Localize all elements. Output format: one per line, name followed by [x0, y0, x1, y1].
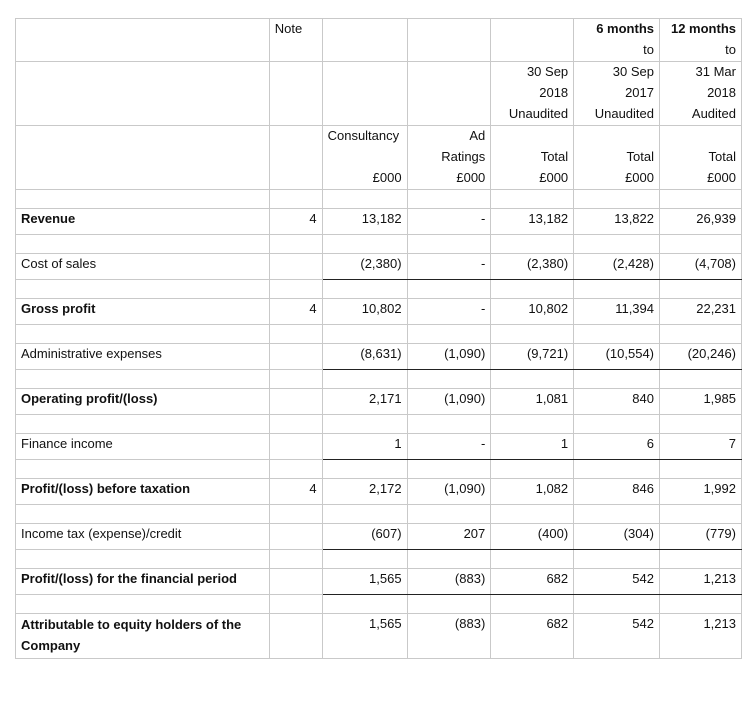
- spacer-cell: [16, 370, 270, 389]
- row-prior: 542: [574, 569, 660, 595]
- row-total: (2,380): [491, 254, 574, 280]
- row-consultancy: (8,631): [322, 344, 407, 370]
- row-total: 682: [491, 569, 574, 595]
- prior-date-line2: 2017: [625, 85, 654, 100]
- current-date-line1: 30 Sep: [526, 64, 569, 79]
- row-consultancy: 10,802: [322, 299, 407, 325]
- spacer-cell: [269, 235, 322, 254]
- row-consultancy: 2,172: [322, 479, 407, 505]
- row-total: 13,182: [491, 209, 574, 235]
- spacer-cell: [491, 595, 574, 614]
- year-date-header: [660, 62, 742, 126]
- spacer-cell: [574, 595, 660, 614]
- row-note: [269, 344, 322, 370]
- spacer-cell: [16, 190, 270, 209]
- spacer-cell: [16, 235, 270, 254]
- spacer-cell: [16, 505, 270, 524]
- row-total: (400): [491, 524, 574, 550]
- row-note: [269, 569, 322, 595]
- spacer-cell: [491, 190, 574, 209]
- row-note: 4: [269, 479, 322, 505]
- spacer-cell: [574, 235, 660, 254]
- row-label: Cost of sales: [16, 254, 270, 280]
- spacer-cell: [491, 550, 574, 569]
- table-row-profit-for-period: [16, 569, 742, 595]
- current-period-date-header: [491, 62, 574, 126]
- spacer-cell: [660, 460, 742, 479]
- table-row-finance-income: [16, 434, 742, 460]
- row-note: 4: [269, 299, 322, 325]
- spacer-cell: [491, 505, 574, 524]
- spacer-cell: [491, 415, 574, 434]
- ad-ratings-label2: Ratings: [441, 149, 486, 164]
- row-year: 7: [660, 434, 742, 460]
- spacer-row: [16, 505, 742, 524]
- spacer-cell: [322, 190, 407, 209]
- spacer-cell: [16, 280, 270, 299]
- row-prior: (10,554): [574, 344, 660, 370]
- prior-date-line1: 30 Sep: [612, 64, 654, 79]
- row-total: 10,802: [491, 299, 574, 325]
- spacer-cell: [660, 325, 742, 344]
- spacer-cell: [407, 370, 491, 389]
- row-note: [269, 389, 322, 415]
- spacer: [665, 126, 736, 147]
- spacer-cell: [322, 370, 407, 389]
- period-12-months-label: 12 months: [670, 21, 736, 36]
- spacer-cell: [16, 325, 270, 344]
- row-consultancy: (2,380): [322, 254, 407, 280]
- row-label-line1: Attributable to equity holders of the: [21, 617, 242, 632]
- row-label: Operating profit/(loss): [16, 389, 270, 415]
- row-ad-ratings: (883): [407, 569, 491, 595]
- spacer-row: [16, 190, 742, 209]
- total-year-label: Total: [708, 149, 736, 164]
- spacer-cell: [407, 280, 491, 299]
- current-status: Unaudited: [508, 106, 569, 121]
- spacer-cell: [407, 325, 491, 344]
- spacer-cell: [322, 460, 407, 479]
- spacer-cell: [322, 415, 407, 434]
- spacer-cell: [574, 505, 660, 524]
- row-consultancy: 1,565: [322, 569, 407, 595]
- spacer-cell: [491, 325, 574, 344]
- total-prior-header: [574, 126, 660, 190]
- row-year: 1,985: [660, 389, 742, 415]
- spacer-cell: [574, 325, 660, 344]
- spacer-row: [16, 235, 742, 254]
- row-ad-ratings: 207: [407, 524, 491, 550]
- header-blank: [322, 19, 407, 62]
- year-date-line2: 2018: [707, 85, 736, 100]
- spacer-cell: [491, 235, 574, 254]
- prior-status: Unaudited: [594, 106, 654, 121]
- spacer-cell: [574, 460, 660, 479]
- row-year: (20,246): [660, 344, 742, 370]
- spacer-cell: [322, 325, 407, 344]
- spacer-cell: [269, 550, 322, 569]
- table-row-gross-profit: [16, 299, 742, 325]
- spacer-cell: [574, 190, 660, 209]
- row-note: [269, 614, 322, 659]
- row-label: Profit/(loss) for the financial period: [16, 569, 270, 595]
- row-year: (779): [660, 524, 742, 550]
- table-row-income-tax: [16, 524, 742, 550]
- spacer-cell: [269, 415, 322, 434]
- spacer: [328, 147, 402, 168]
- total-prior-unit: £000: [625, 170, 654, 185]
- spacer-cell: [322, 280, 407, 299]
- row-label: Finance income: [16, 434, 270, 460]
- row-ad-ratings: (883): [407, 614, 491, 659]
- ad-ratings-unit: £000: [456, 170, 486, 185]
- header-blank: [269, 126, 322, 190]
- header-label-cell: [16, 62, 270, 126]
- spacer-cell: [660, 505, 742, 524]
- header-label-cell: [16, 19, 270, 62]
- spacer-cell: [491, 460, 574, 479]
- header-blank: [491, 19, 574, 62]
- row-consultancy: 1: [322, 434, 407, 460]
- row-consultancy: 1,565: [322, 614, 407, 659]
- spacer-row: [16, 325, 742, 344]
- spacer-cell: [16, 415, 270, 434]
- spacer-cell: [574, 280, 660, 299]
- row-label: Gross profit: [16, 299, 270, 325]
- period-6-months-to: to: [643, 42, 654, 57]
- spacer-cell: [407, 190, 491, 209]
- table-row-administrative-expenses: [16, 344, 742, 370]
- table-row-operating-profit: [16, 389, 742, 415]
- row-label: Revenue: [16, 209, 270, 235]
- spacer: [496, 126, 568, 147]
- row-year: 22,231: [660, 299, 742, 325]
- spacer-row: [16, 595, 742, 614]
- row-total: 1,082: [491, 479, 574, 505]
- spacer-cell: [491, 280, 574, 299]
- spacer-cell: [660, 190, 742, 209]
- row-consultancy: 2,171: [322, 389, 407, 415]
- row-consultancy: (607): [322, 524, 407, 550]
- row-prior: (2,428): [574, 254, 660, 280]
- spacer-cell: [322, 595, 407, 614]
- table-row-attributable: [16, 614, 742, 659]
- spacer-cell: [407, 460, 491, 479]
- spacer-cell: [269, 280, 322, 299]
- total-current-unit: £000: [539, 170, 569, 185]
- spacer-cell: [269, 325, 322, 344]
- spacer-cell: [407, 505, 491, 524]
- period-12-months-to: to: [725, 42, 736, 57]
- row-prior: 13,822: [574, 209, 660, 235]
- spacer-cell: [407, 550, 491, 569]
- year-status: Audited: [691, 106, 736, 121]
- header-blank: [407, 62, 491, 126]
- row-total: 682: [491, 614, 574, 659]
- header-row-periods: [16, 19, 742, 62]
- row-ad-ratings: (1,090): [407, 389, 491, 415]
- period-12-months-header: [660, 19, 742, 62]
- row-total: (9,721): [491, 344, 574, 370]
- total-year-header: [660, 126, 742, 190]
- spacer-cell: [660, 370, 742, 389]
- row-year: 1,213: [660, 614, 742, 659]
- spacer-cell: [269, 505, 322, 524]
- spacer-cell: [574, 550, 660, 569]
- header-label-cell: [16, 126, 270, 190]
- row-label: Income tax (expense)/credit: [16, 524, 270, 550]
- header-row-segments: [16, 126, 742, 190]
- table-row-profit-before-tax: [16, 479, 742, 505]
- row-label: Profit/(loss) before taxation: [16, 479, 270, 505]
- row-ad-ratings: (1,090): [407, 344, 491, 370]
- row-label-multiline: [16, 614, 270, 659]
- row-label: Administrative expenses: [16, 344, 270, 370]
- header-blank: [407, 19, 491, 62]
- spacer-cell: [269, 370, 322, 389]
- row-prior: 840: [574, 389, 660, 415]
- spacer-cell: [16, 460, 270, 479]
- consultancy-header: [322, 126, 407, 190]
- row-year: 1,992: [660, 479, 742, 505]
- spacer-cell: [322, 550, 407, 569]
- table-row-cost-of-sales: [16, 254, 742, 280]
- spacer-cell: [407, 415, 491, 434]
- row-prior: 6: [574, 434, 660, 460]
- spacer-cell: [660, 595, 742, 614]
- header-row-dates: [16, 62, 742, 126]
- row-prior: 542: [574, 614, 660, 659]
- year-date-line1: 31 Mar: [695, 64, 736, 79]
- consultancy-unit: £000: [372, 170, 402, 185]
- spacer-cell: [269, 190, 322, 209]
- table-row-revenue: [16, 209, 742, 235]
- row-prior: (304): [574, 524, 660, 550]
- spacer-cell: [574, 370, 660, 389]
- ad-ratings-header: [407, 126, 491, 190]
- header-blank: [269, 62, 322, 126]
- row-total: 1: [491, 434, 574, 460]
- row-year: 1,213: [660, 569, 742, 595]
- consultancy-label: Consultancy: [327, 128, 400, 143]
- total-prior-label: Total: [626, 149, 654, 164]
- spacer-cell: [269, 460, 322, 479]
- period-6-months-label: 6 months: [596, 21, 654, 36]
- row-ad-ratings: -: [407, 434, 491, 460]
- row-label-line2: Company: [21, 638, 81, 653]
- row-note: [269, 434, 322, 460]
- row-ad-ratings: -: [407, 254, 491, 280]
- spacer-cell: [322, 235, 407, 254]
- row-prior: 11,394: [574, 299, 660, 325]
- spacer: [579, 126, 654, 147]
- spacer-cell: [660, 280, 742, 299]
- spacer-row: [16, 460, 742, 479]
- spacer-cell: [322, 505, 407, 524]
- spacer-cell: [269, 595, 322, 614]
- row-ad-ratings: (1,090): [407, 479, 491, 505]
- total-year-unit: £000: [707, 170, 736, 185]
- spacer-cell: [660, 235, 742, 254]
- spacer-row: [16, 415, 742, 434]
- prior-period-date-header: [574, 62, 660, 126]
- current-date-line2: 2018: [539, 85, 569, 100]
- row-year: (4,708): [660, 254, 742, 280]
- spacer-row: [16, 370, 742, 389]
- spacer-cell: [16, 595, 270, 614]
- income-statement-table: [15, 18, 742, 659]
- header-blank: [322, 62, 407, 126]
- total-current-header: [491, 126, 574, 190]
- row-note: [269, 524, 322, 550]
- spacer-cell: [574, 415, 660, 434]
- spacer-cell: [491, 370, 574, 389]
- spacer-cell: [660, 550, 742, 569]
- row-ad-ratings: -: [407, 299, 491, 325]
- spacer-cell: [660, 415, 742, 434]
- period-6-months-header: [574, 19, 660, 62]
- note-header: Note: [269, 19, 322, 62]
- row-year: 26,939: [660, 209, 742, 235]
- spacer-cell: [407, 595, 491, 614]
- row-note: 4: [269, 209, 322, 235]
- row-consultancy: 13,182: [322, 209, 407, 235]
- spacer-cell: [16, 550, 270, 569]
- spacer-cell: [407, 235, 491, 254]
- spacer-row: [16, 280, 742, 299]
- row-note: [269, 254, 322, 280]
- row-prior: 846: [574, 479, 660, 505]
- row-ad-ratings: -: [407, 209, 491, 235]
- ad-ratings-label1: Ad: [469, 128, 486, 143]
- spacer-row: [16, 550, 742, 569]
- row-total: 1,081: [491, 389, 574, 415]
- total-current-label: Total: [540, 149, 569, 164]
